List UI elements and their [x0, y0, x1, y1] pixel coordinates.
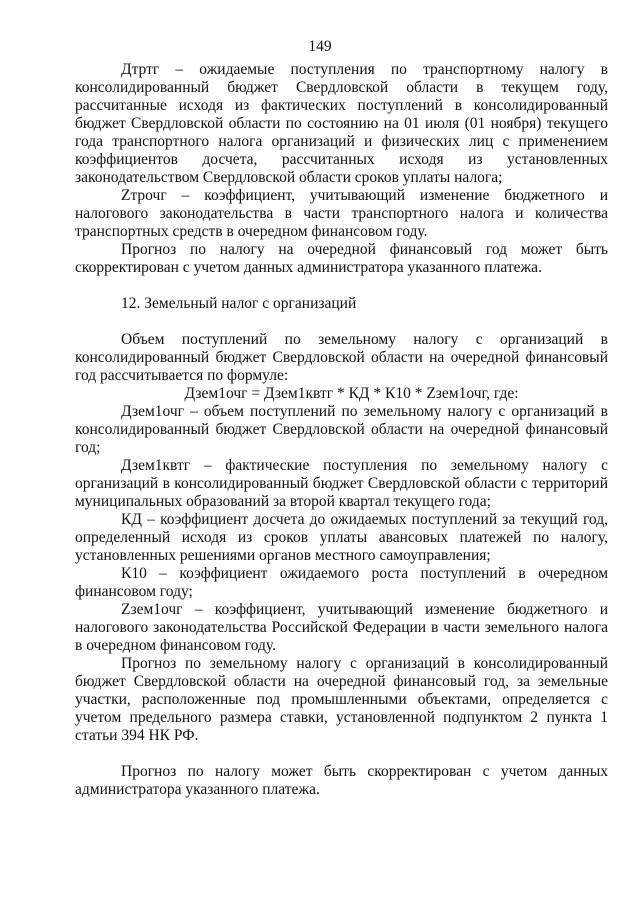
formula: Дзем1очг = Дзем1квтг * КД * К10 * Zзем1очг, где: — [184, 385, 519, 402]
paragraph-land-forecast-note: Прогноз по земельному налогу с организаций в консолидированный бюджет Свердловской области на очередной финансовый год, за земельные участки, расположенные под промышленными объектами, определяется с учетом предельного размера ставки, установленной подпунктом 2 пункта 1 статьи 394 НК РФ. — [75, 655, 608, 744]
document-body — [75, 61, 608, 799]
paragraph-ztrochg-definition: Zтрочг – коэффициент, учитывающий изменение бюджетного и налогового законодательства в части транспортного налога и количества транспортных средств в очередном финансовом году. — [75, 187, 608, 240]
paragraph-land-tax-intro: Объем поступлений по земельному налогу с организаций в консолидированный бюджет Свердловской области на очередной финансовый год рассчитывается по формуле: — [75, 331, 608, 384]
paragraph-k10-definition: К10 – коэффициент ожидаемого роста поступлений в очередном финансовом году; — [75, 565, 608, 600]
paragraph-land-forecast-correction: Прогноз по налогу может быть скорректирован с учетом данных администратора указанного платежа. — [75, 763, 608, 798]
paragraph-kd-definition: КД – коэффициент досчета до ожидаемых поступлений за текущий год, определенный исходя из сроков уплаты авансовых платежей по налогу, установленных решениями органов местного самоуправления; — [75, 511, 608, 564]
paragraph-dtrtg-definition: Дтртг – ожидаемые поступления по транспортному налогу в консолидированный бюджет Свердловской области в текущем году, рассчитанные исходя из фактических поступлений в консолидированный бюджет Свердловской области по состоянию на 01 июля (01 ноября) текущего года транспортного налога организаций и физических лиц с применением коэффициентов досчета, рассчитанных исходя из установленных законодательством Свердловской области сроков уплаты налога; — [75, 61, 608, 186]
paragraph-zzem1ochg-definition: Zзем1очг – коэффициент, учитывающий изменение бюджетного и налогового законодательства Российской Федерации в части земельного налога в очередном финансовом году. — [75, 601, 608, 654]
page-number: 149 — [308, 38, 332, 55]
paragraph-transport-forecast-note: Прогноз по налогу на очередной финансовый год может быть скорректирован с учетом данных администратора указанного платежа. — [75, 241, 608, 276]
paragraph-dzem1ochg-definition: Дзем1очг – объем поступлений по земельному налогу с организаций в консолидированный бюджет Свердловской области на очередной финансовый год; — [75, 403, 608, 456]
section-heading: 12. Земельный налог с организаций — [121, 295, 357, 312]
paragraph-dzem1kvtg-definition: Дзем1квтг – фактические поступления по земельному налогу с организаций в консолидированный бюджет Свердловской области с территорий муниципальных образований за второй квартал текущего года; — [75, 457, 608, 510]
